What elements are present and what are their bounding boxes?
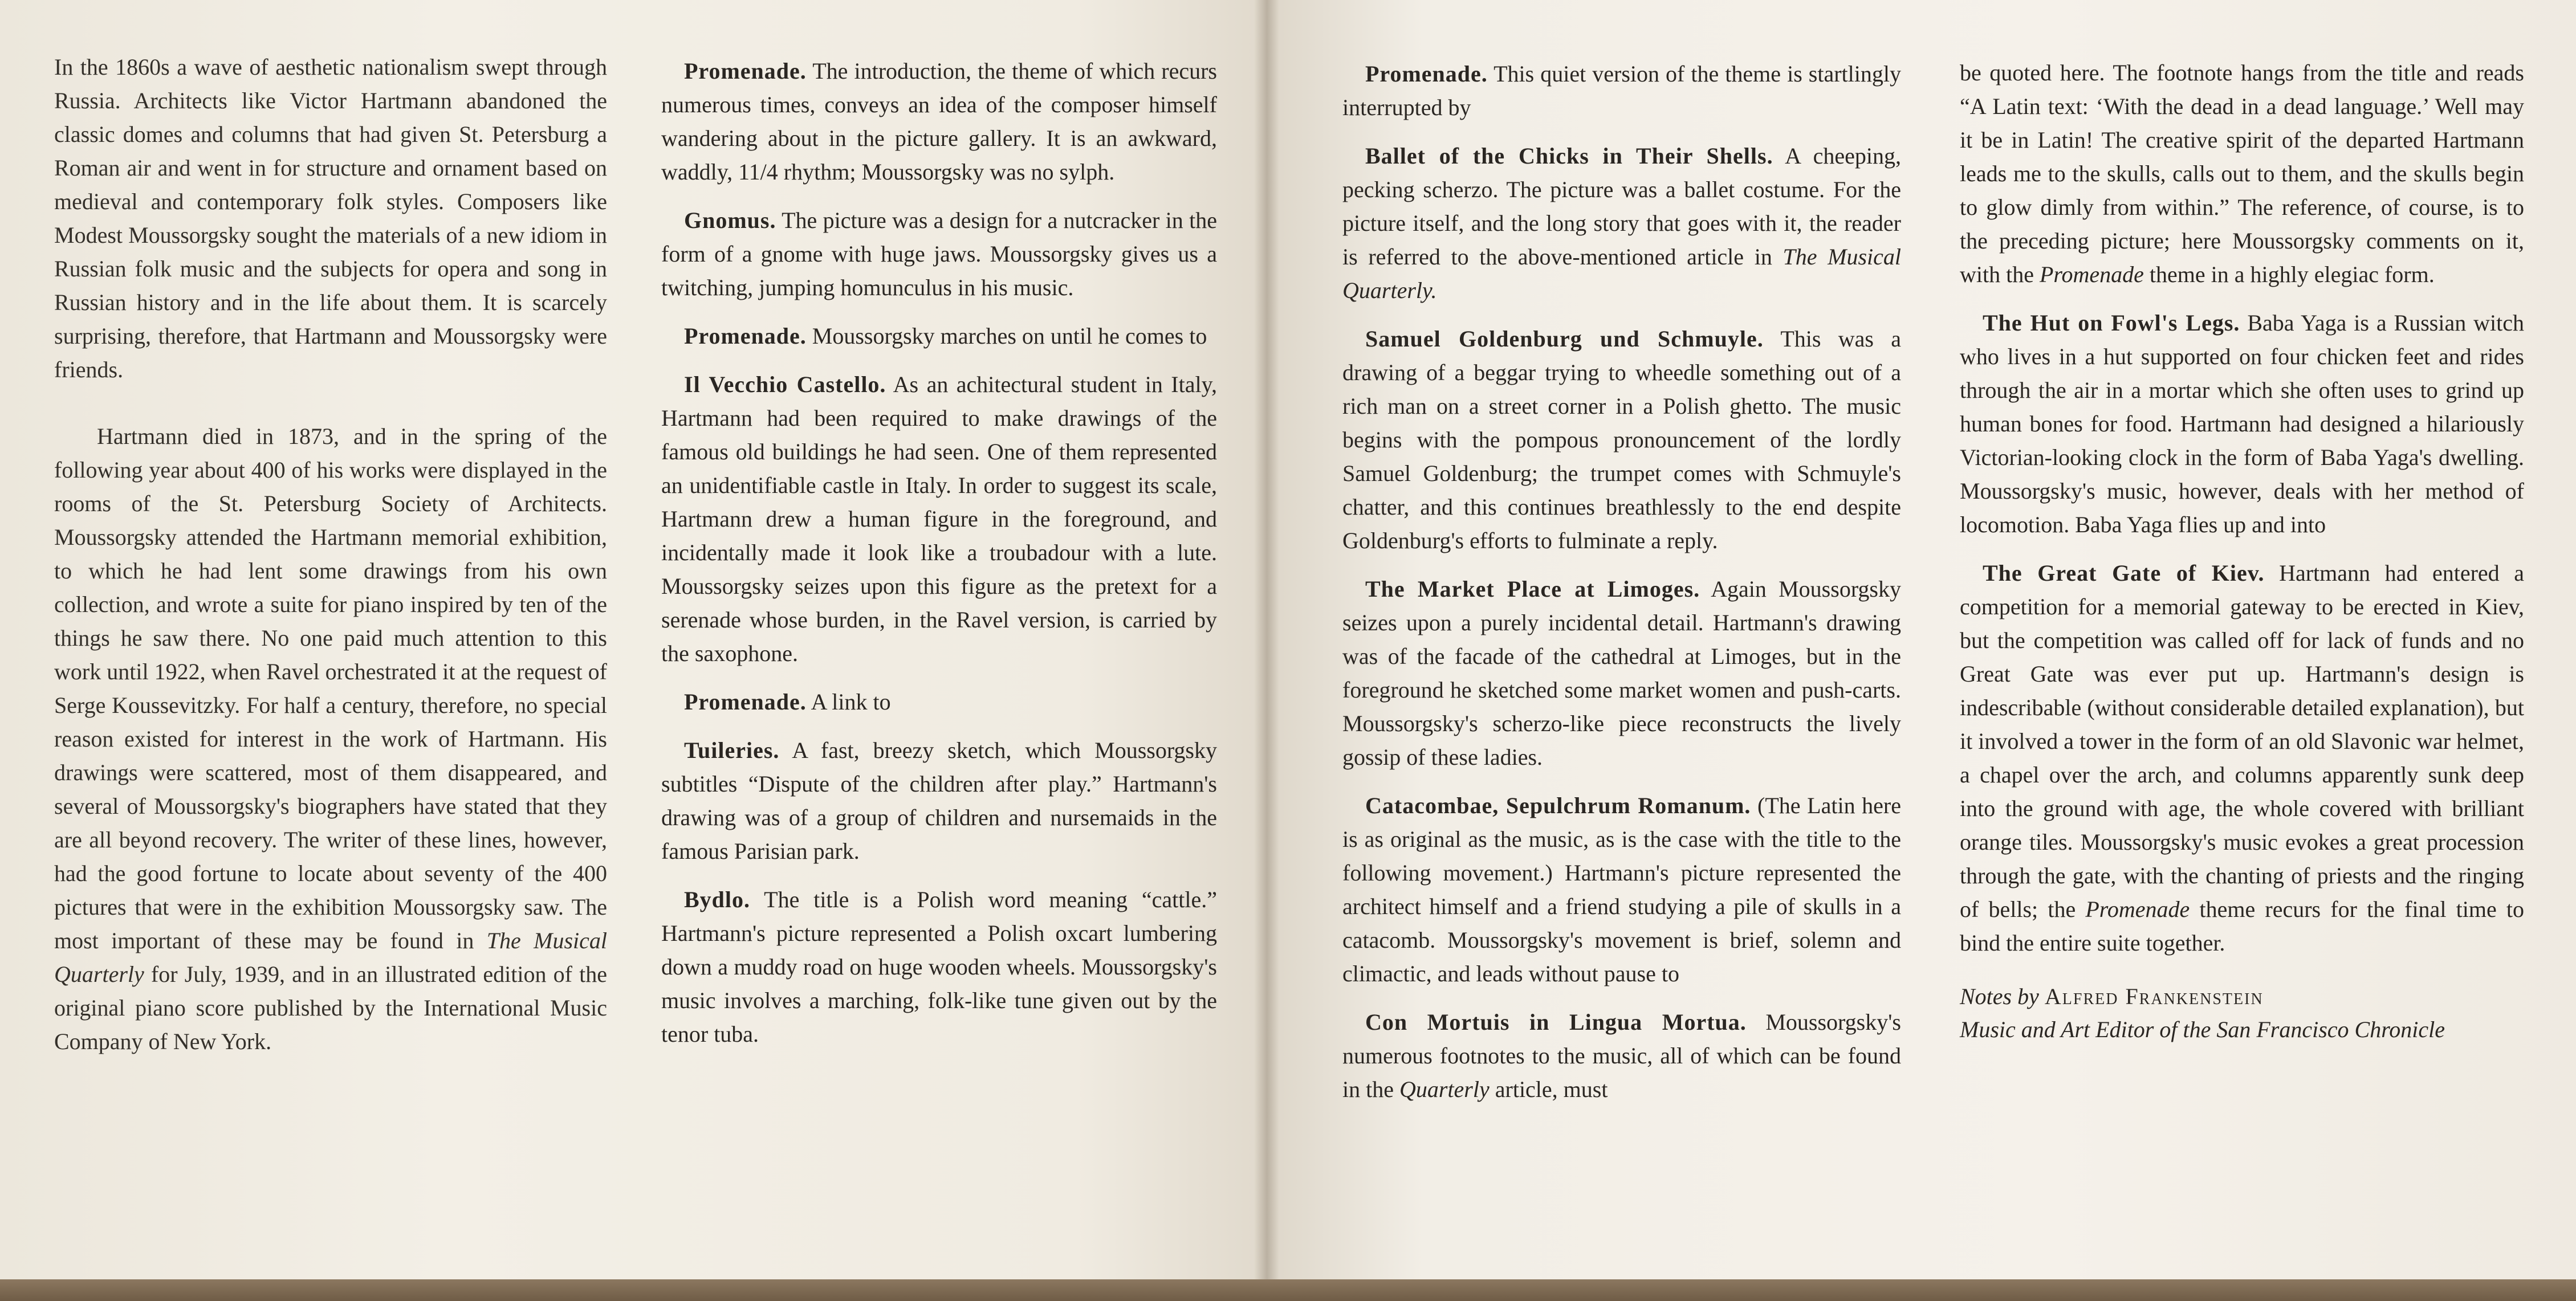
column-1 — [54, 50, 607, 1073]
section-title: Catacombae, Sepulchrum Romanum. — [1365, 793, 1751, 818]
page-gutter — [1254, 0, 1279, 1279]
section-title: Con Mortuis in Lingua Mortua. — [1365, 1009, 1747, 1035]
journal-title: The Musical Quarterly. — [1342, 244, 1901, 303]
column-3 — [1342, 57, 1901, 1121]
author-credit: Notes by Alfred Frankenstein Music and Art Editor of the San Francisco Chronicle — [1960, 984, 2445, 1042]
intro-paragraph: In the 1860s a wave of aesthetic nationalism swept through Russia. Architects like Victor Hartmann abandoned the classic domes and columns that had given St. Petersburg a Roman air and went in for structure and ornament based on medieval and contemporary folk styles. Composers like Modest Moussorgsky sought the materials of a new idiom in Russian folk music and the subjects for opera and song in Russian history and in the life about them. It is scarcely surprising, therefore, that Hartmann and Moussorgsky were friends. — [54, 54, 607, 382]
section-title: Gnomus. — [684, 207, 776, 233]
section-title: Bydlo. — [684, 887, 751, 912]
author-title: Music and Art Editor of the San Francisco Chronicle — [1960, 1017, 2445, 1042]
section-hut-on-fowls-legs: The Hut on Fowl's Legs. Baba Yaga is a Russian witch who lives in a hut supported on four chicken feet and rides through the air in a mortar which she often uses to grind up human bones for food. Hartmann had designed a hilariously Victorian-looking clock in the form of Baba Yaga's dwelling. Moussorgsky's music, however, deals with her method of locomotion. Baba Yaga flies up and into — [1960, 310, 2525, 537]
theme-name: Promenade — [2039, 262, 2144, 287]
con-mortuis-continued: be quoted here. The footnote hangs from the title and reads “A Latin text: ‘With the dead in a dead language.’ Well may it be in Latin! The creative spirit of the departed Hartmann leads me to the skulls, calls out to them, and the skulls begin to glow dimly from within.” The reference, of course, is to the preceding picture; here Moussorgsky comments on it, with the Promenade theme in a highly elegiac form. — [1960, 60, 2524, 287]
journal-title: The Musical Quarterly — [54, 928, 607, 987]
section-promenade-3: Promenade. A link to — [684, 689, 891, 715]
section-title: Tuileries. — [684, 737, 780, 763]
left-page — [0, 0, 1267, 1279]
section-gnomus: Gnomus. The picture was a design for a nutcracker in the form of a gnome with huge jaws. Moussorgsky gives us a twitching, jumping homunculus in his music. — [661, 207, 1217, 300]
section-il-vecchio-castello: Il Vecchio Castello. As an achitectural student in Italy, Hartmann had been required to make drawings of the famous old buildings he had seen. One of them represented an unidentifiable castle in Italy. In order to suggest its scale, Hartmann drew a human figure in the foreground, and incidentally made it look like a troubadour with a lute. Moussorgsky seizes upon this figure as the pretext for a serenade whose burden, in the Ravel version, is carried by the saxophone. — [661, 372, 1218, 666]
journal-title: Quarterly — [1399, 1076, 1490, 1102]
section-title: Promenade. — [684, 323, 807, 349]
section-promenade-2: Promenade. Moussorgsky marches on until he comes to — [684, 323, 1207, 349]
section-tuileries: Tuileries. A fast, breezy sketch, which Moussorgsky subtitles “Dispute of the children after play.” Hartmann's drawing was of a group of children and nursemaids in the famous Parisian park. — [661, 737, 1217, 864]
table-surface — [0, 1279, 2576, 1301]
section-title: Il Vecchio Castello. — [684, 372, 886, 397]
section-catacombae: Catacombae, Sepulchrum Romanum. (The Latin here is as original as the music, as is the case with the title to the following movement.) Hartmann's picture represented the architect himself and a friend studying a pile of skulls in a catacomb. Moussorgsky's movement is brief, solemn and climactic, and leads without pause to — [1342, 793, 1901, 986]
section-title: The Great Gate of Kiev. — [1983, 560, 2265, 586]
theme-name: Promenade — [2085, 896, 2190, 922]
column-2 — [661, 54, 1217, 1066]
section-title: Ballet of the Chicks in Their Shells. — [1365, 143, 1773, 169]
section-title: Promenade. — [684, 689, 807, 715]
column-4 — [1960, 56, 2524, 1046]
author-name: Alfred Frankenstein — [2044, 984, 2264, 1009]
section-promenade-4: Promenade. This quiet version of the theme is startlingly interrupted by — [1342, 61, 1901, 120]
section-promenade-1: Promenade. The introduction, the theme of which recurs numerous times, conveys an idea of the composer himself wandering about in the picture gallery. It is an awkward, waddly, 11/4 rhythm; Moussorgsky was no sylph. — [661, 58, 1217, 185]
section-goldenburg-schmuyle: Samuel Goldenburg und Schmuyle. This was a drawing of a beggar trying to wheedle something out of a rich man on a street corner in a Polish ghetto. The music begins with the pompous pronouncement of the lordly Samuel Goldenburg; the trumpet comes with Schmuyle's chatter, and this continues breathlessly to the end despite Goldenburg's efforts to fulminate a reply. — [1342, 326, 1901, 553]
section-title: Promenade. — [684, 58, 807, 84]
exhibition-paragraph: Hartmann died in 1873, and in the spring of the following year about 400 of his works were displayed in the rooms of the St. Petersburg Society of Architects. Moussorgsky attended the Hartmann memorial exhibition, to which he had lent some drawings from his own collection, and wrote a suite for piano inspired by ten of the things he saw there. No one paid much attention to this work until 1922, when Ravel orchestrated it at the request of Serge Koussevitzky. For half a century, therefore, no special reason existed for interest in the work of Hartmann. His drawings were scattered, most of them disappeared, and several of Moussorgsky's biographers have stated that they are all beyond recovery. The writer of these lines, however, had the good fortune to locate about seventy of the 400 pictures that were in the exhibition Moussorgsky saw. The most important of these may be found in The Musical Quarterly for July, 1939, and in an illustrated edition of the original piano score published by the International Music Company of New York. — [54, 423, 607, 1054]
section-bydlo: Bydlo. The title is a Polish word meaning “cattle.” Hartmann's picture represented a Polish oxcart lumbering down a muddy road on huge wooden wheels. Moussorgsky's music involves a marching, folk-like tune given out by the tenor tuba. — [661, 887, 1217, 1047]
section-title: The Hut on Fowl's Legs. — [1983, 310, 2240, 336]
section-market-place-limoges: The Market Place at Limoges. Again Moussorgsky seizes upon a purely incidental detail. Hartmann's drawing was of the facade of the cathedral at Limoges, but in the foreground he sketched some market women and push-carts. Moussorgsky's scherzo-like piece reconstructs the lively gossip of these ladies. — [1342, 576, 1901, 770]
section-title: Promenade. — [1365, 61, 1488, 87]
section-ballet-of-the-chicks: Ballet of the Chicks in Their Shells. A cheeping, pecking scherzo. The picture was a ballet costume. For the picture itself, and the long story that goes with it, the reader is referred to the above-mentioned article in The Musical Quarterly. — [1342, 143, 1901, 303]
section-great-gate-of-kiev: The Great Gate of Kiev. Hartmann had entered a competition for a memorial gateway to be erected in Kiev, but the competition was called off for lack of funds and no Great Gate was ever put up. Hartmann's design is indescribable (without considerable detailed explanation), but it involved a tower in the form of an old Slavonic war helmet, a chapel over the arch, and columns apparently sunk deep into the ground with age, the whole covered with brilliant orange tiles. Moussorgsky's music evokes a great procession through the gate, with the chanting of priests and the ringing of bells; the Promenade theme recurs for the final time to bind the entire suite together. — [1960, 560, 2524, 956]
section-con-mortuis: Con Mortuis in Lingua Mortua. Moussorgsky's numerous footnotes to the music, all of which can be found in the Quarterly article, must — [1342, 1009, 1901, 1102]
section-title: The Market Place at Limoges. — [1365, 576, 1700, 602]
section-title: Samuel Goldenburg und Schmuyle. — [1365, 326, 1764, 352]
